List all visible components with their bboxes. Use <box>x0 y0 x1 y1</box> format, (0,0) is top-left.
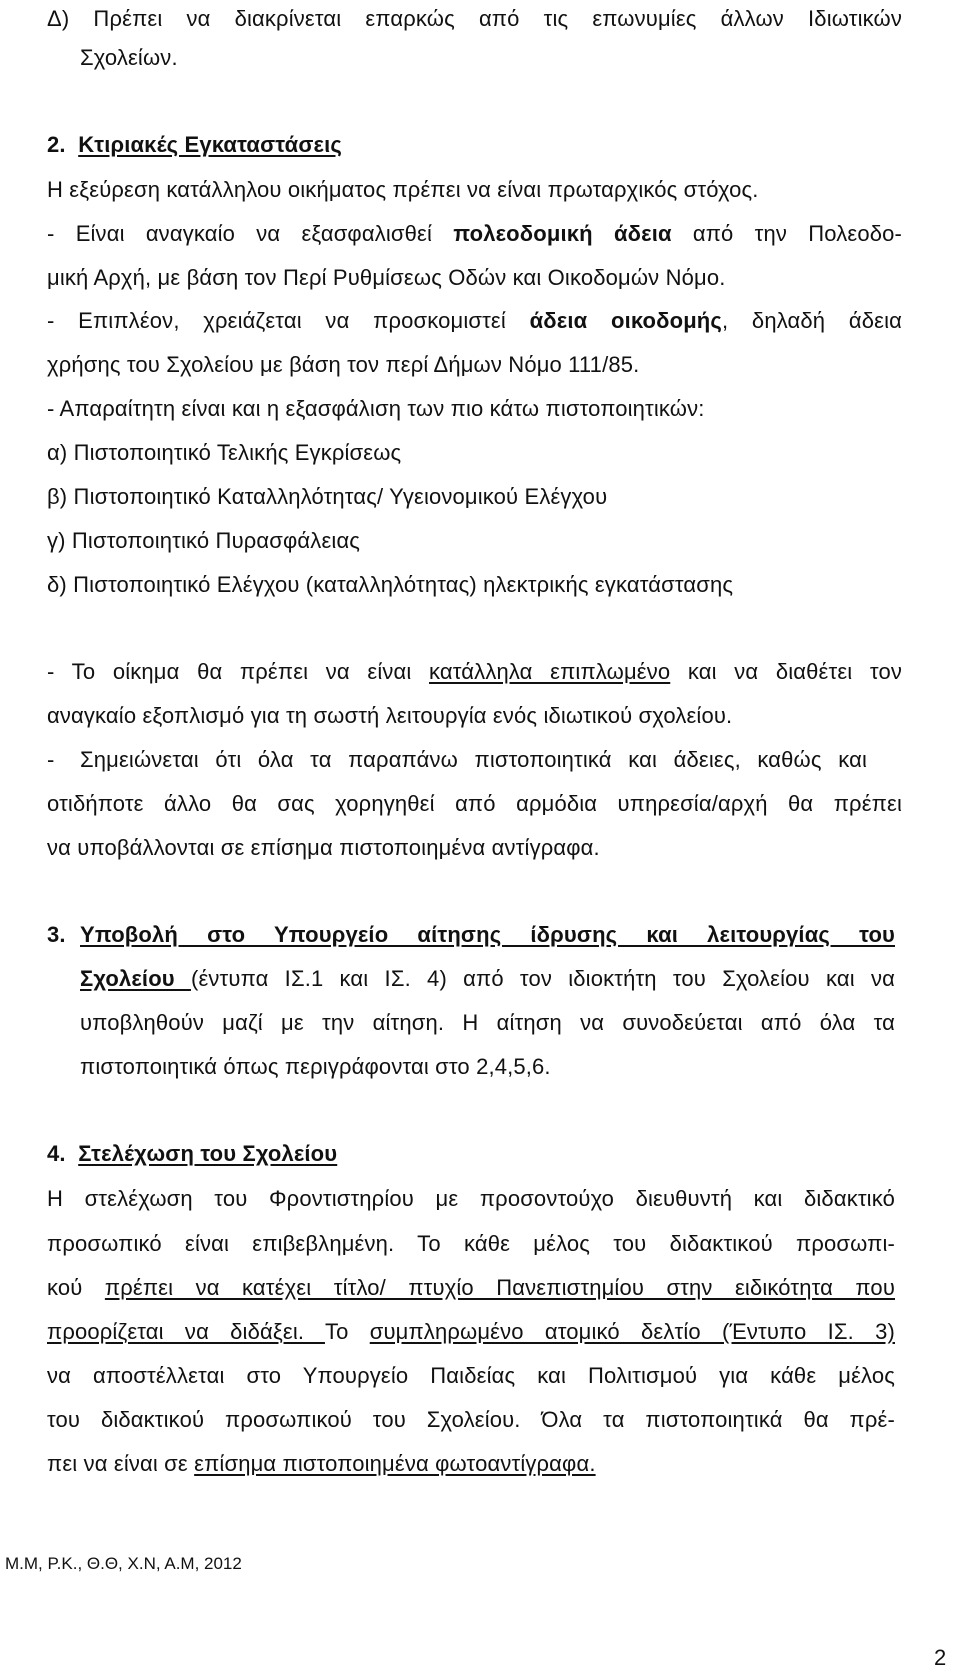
section-4-title: Στελέχωση του Σχολείου <box>78 1141 338 1166</box>
text-line: Σημειώνεται ότι όλα τα παραπάνω πιστοποιητικά και άδειες, καθώς και <box>80 747 867 772</box>
section-3-number: 3. <box>47 922 66 947</box>
text-line: να υποβάλλονται σε επίσημα πιστοποιημένα αντίγραφα. <box>47 835 600 860</box>
text-line: υποβληθούν μαζί με την αίτηση. Η αίτηση να συνοδεύεται από όλα τα <box>80 1010 895 1035</box>
text-line: προσωπικό είναι επιβεβλημένη. Το κάθε μέλος του διδακτικού προσωπι- <box>47 1231 895 1256</box>
text-line: προορίζεται να διδάξει. Το συμπληρωμένο ατομικό δελτίο (Έντυπο ΙΣ. 3) <box>47 1319 895 1344</box>
section-3-title-end: Σχολείου <box>80 966 191 991</box>
text-line: πει να είναι σε επίσημα πιστοποιημένα φωτοαντίγραφα. <box>47 1451 596 1476</box>
text-line: χρήσης του Σχολείου με βάση τον περί Δήμων Νόμο 111/85. <box>47 352 640 377</box>
page-number: 2 <box>934 1645 947 1670</box>
list-item: α) Πιστοποιητικό Τελικής Εγκρίσεως <box>47 440 402 465</box>
text-line: να αποστέλλεται στο Υπουργείο Παιδείας και Πολιτισμού για κάθε μέλος <box>47 1363 895 1388</box>
section-2-heading: 2. Κτιριακές Εγκαταστάσεις <box>47 132 342 157</box>
text-line: Η στελέχωση του Φροντιστηρίου με προσοντούχο διευθυντή και διδακτικό <box>47 1186 895 1211</box>
text-line: - <box>47 747 55 772</box>
list-item: β) Πιστοποιητικό Καταλληλότητας/ Υγειονομικού Ελέγχου <box>47 484 608 509</box>
text-line: αναγκαίο εξοπλισμό για τη σωστή λειτουργία ενός ιδιωτικού σχολείου. <box>47 703 733 728</box>
text-line: Σχολείου (έντυπα ΙΣ.1 και ΙΣ. 4) από τον ιδιοκτήτη του Σχολείου και να <box>80 966 895 991</box>
text-line: - Το οίκημα θα πρέπει να είναι κατάλληλα επιπλωμένο και να διαθέτει τον <box>47 659 902 684</box>
text-line: του διδακτικού προσωπικού του Σχολείου. Όλα τα πιστοποιητικά θα πρέ- <box>47 1407 895 1432</box>
text-line: οτιδήποτε άλλο θα σας χορηγηθεί από αρμόδια υπηρεσία/αρχή θα πρέπει <box>47 791 902 816</box>
text-line: - Είναι αναγκαίο να εξασφαλισθεί πολεοδομική άδεια από την Πολεοδο- <box>47 221 902 246</box>
list-item: δ) Πιστοποιητικό Ελέγχου (καταλληλότητας) ηλεκτρικής εγκατάστασης <box>47 572 734 597</box>
text-line: μική Αρχή, με βάση τον Περί Ρυθμίσεως Οδών και Οικοδομών Νόμο. <box>47 265 726 290</box>
text-line: κού πρέπει να κατέχει τίτλο/ πτυχίο Πανεπιστημίου στην ειδικότητα που <box>47 1275 895 1300</box>
section-2-title: Κτιριακές Εγκαταστάσεις <box>78 132 342 157</box>
text-line: πιστοποιητικά όπως περιγράφονται στο 2,4,5,6. <box>80 1054 551 1079</box>
text-line: Σχολείων. <box>80 45 178 70</box>
list-item: γ) Πιστοποιητικό Πυρασφάλειας <box>47 528 361 553</box>
text-line: - Επιπλέον, χρειάζεται να προσκομιστεί άδεια οικοδομής, δηλαδή άδεια <box>47 308 902 333</box>
text-line: Δ) Πρέπει να διακρίνεται επαρκώς από τις επωνυμίες άλλων Ιδιωτικών <box>47 6 902 31</box>
section-3-title: Υποβολή στο Υπουργείο αίτησης ίδρυσης και λειτουργίας του <box>80 922 895 947</box>
text-line: - Απαραίτητη είναι και η εξασφάλιση των πιο κάτω πιστοποιητικών: <box>47 396 705 421</box>
section-4-heading: 4. Στελέχωση του Σχολείου <box>47 1141 338 1166</box>
text-line: Η εξεύρεση κατάλληλου οικήματος πρέπει να είναι πρωταρχικός στόχος. <box>47 177 759 202</box>
footer-credits: Μ.Μ, Ρ.Κ., Θ.Θ, Χ.Ν, Α.Μ, 2012 <box>5 1554 242 1573</box>
